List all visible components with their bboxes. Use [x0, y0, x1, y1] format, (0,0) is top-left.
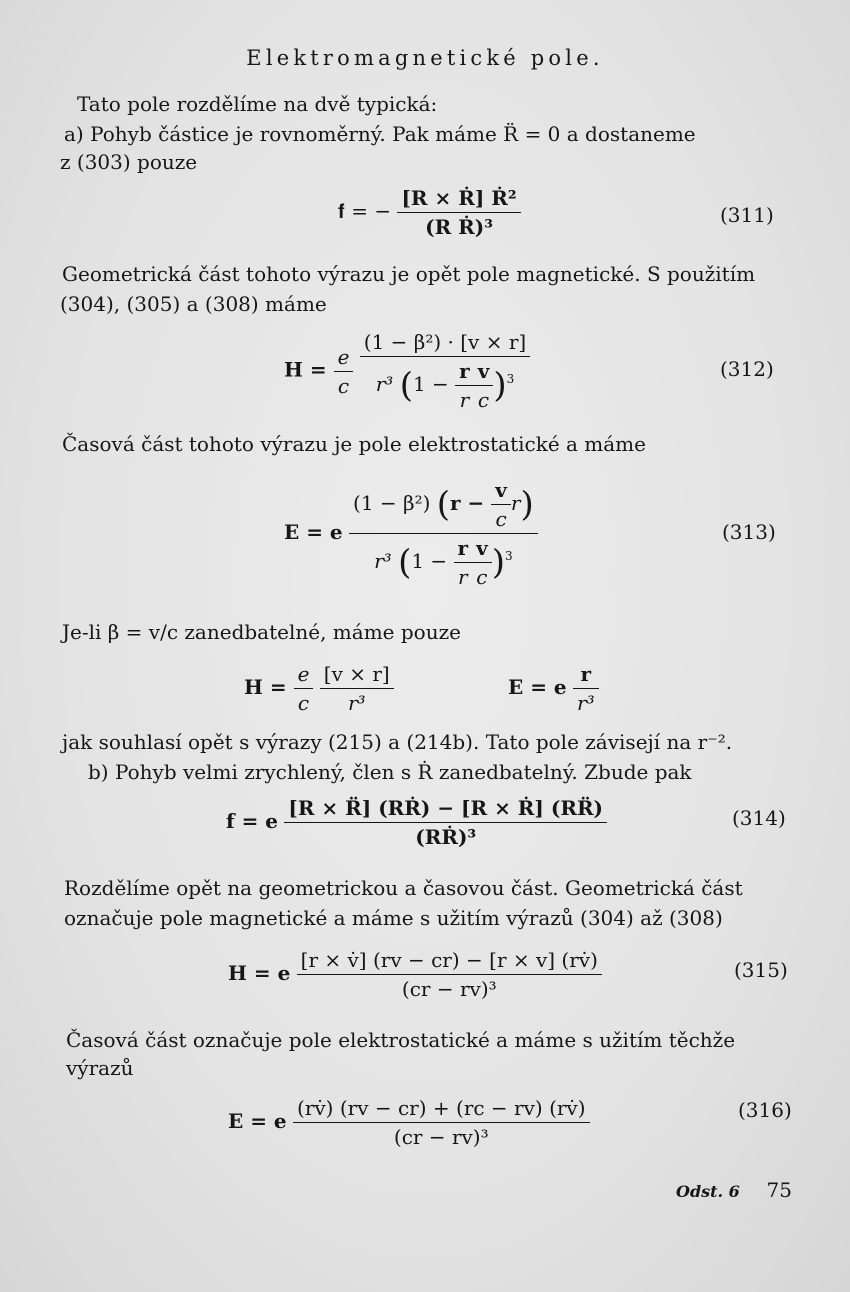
time-part2-text-line2: výrazů: [66, 1056, 134, 1080]
equation-number-314: (314): [732, 806, 786, 830]
beta-text: Je-li β = v/c zanedbatelné, máme pouze: [62, 620, 461, 644]
geometric-part-text-line2: (304), (305) a (308) máme: [60, 292, 327, 316]
eq314-denominator: (RṘ)³: [284, 822, 607, 849]
eq311-numerator: [R × Ṙ] Ṙ²: [401, 186, 517, 210]
eq311-lhs: 𝐟 = −: [338, 199, 392, 223]
running-header: Elektromagnetické pole.: [246, 46, 604, 70]
equation-316: E = e $\frac{(rv̇) (rv - cr) + (rc - rv) (rv̇)}{\text{(cr − rv)³}}$: [228, 1096, 590, 1149]
eq312-fraction: [360, 330, 530, 412]
geometric-part-text-line1: Geometrická část tohoto výrazu je opět pole magnetické. S použitím: [62, 262, 756, 286]
case-b-text: b) Pohyb velmi zrychlený, člen s Ṙ zanedbatelný. Zbude pak: [88, 760, 692, 784]
eq312-e-over-c: $\frac{e}{c}$: [334, 345, 354, 398]
eq311-fraction: [397, 186, 520, 239]
case-a-text-line2: z (303) pouze: [60, 150, 198, 174]
eq312-lhs: H =: [284, 357, 334, 382]
eq314-numerator: [R × R̈] (RṘ) − [R × Ṙ] (RR̈): [288, 796, 604, 820]
equation-number-316: (316): [738, 1098, 792, 1122]
page-number: 75: [766, 1178, 792, 1202]
split-text-line2: označuje pole magnetické a máme s užitím výrazů (304) až (308): [64, 906, 723, 930]
eq312-denominator: r³ (1 − $\frac{r}{r}$ $\frac{v}{c}$ )$^3$: [360, 356, 530, 412]
equation-h-small-beta: H = $\frac{e}{c}$ $\frac{[v \times r]}{\text{r³}}$: [244, 662, 394, 715]
equation-313: [284, 478, 538, 589]
section-label: Odst. 6: [676, 1182, 740, 1201]
eq311-denominator: (R Ṙ)³: [397, 212, 520, 239]
page-footer: [676, 1178, 792, 1202]
equation-315: H = e $\frac{[r \times v̇] (rv - cr) - [r \times v] (rv̇)}{\text{(cr − rv)³}}$: [228, 948, 602, 1001]
equation-e-small-beta: E = e $\frac{r}{\text{r³}}$: [508, 662, 599, 715]
time-part2-text-line1: Časová část označuje pole elektrostatické a máme s užitím těchže: [66, 1028, 736, 1052]
eq315-numerator: [r × v̇] (rv − cr) − [r × v] (rv̇): [300, 948, 598, 972]
time-part-text: Časová část tohoto výrazu je pole elektrostatické a máme: [62, 432, 646, 456]
split-text-line1: Rozdělíme opět na geometrickou a časovou část. Geometrická část: [64, 876, 743, 900]
eq313-lhs: E = e: [284, 520, 343, 544]
equation-312: [284, 330, 530, 412]
eq315-denominator: (cr − rv)³: [297, 974, 602, 1001]
agreement-text: jak souhlasí opět s výrazy (215) a (214b). Tato pole závisejí na r⁻².: [62, 730, 733, 754]
equation-311: [338, 186, 521, 239]
intro-text: Tato pole rozdělíme na dvě typická:: [77, 92, 438, 116]
equation-number-312: (312): [720, 357, 774, 381]
eq313-denominator: r³ (1 − $\frac{r}{r}$ $\frac{v}{c}$ )$^3$: [349, 533, 538, 589]
eq313-numerator: (1 − β²) (r − $\frac{v}{c}$ r): [353, 478, 534, 531]
equation-number-311: (311): [720, 203, 774, 227]
eq312-numerator: (1 − β²) · [v × r]: [363, 330, 527, 354]
eq316-numerator: (rv̇) (rv − cr) + (rc − rv) (rv̇): [297, 1096, 586, 1120]
equation-number-313: (313): [722, 520, 776, 544]
eq316-denominator: (cr − rv)³: [293, 1122, 590, 1149]
eq313-fraction: [349, 478, 538, 589]
equation-314: 𝐟 = e $\frac{\text{[R × R̈] (RṘ) − [R × Ṙ] (RR̈)}}{\text{(RṘ)³}}$: [226, 796, 607, 849]
equation-number-315: (315): [734, 958, 788, 982]
case-a-text-line1: a) Pohyb částice je rovnoměrný. Pak máme R̈ = 0 a dostaneme: [64, 122, 696, 146]
